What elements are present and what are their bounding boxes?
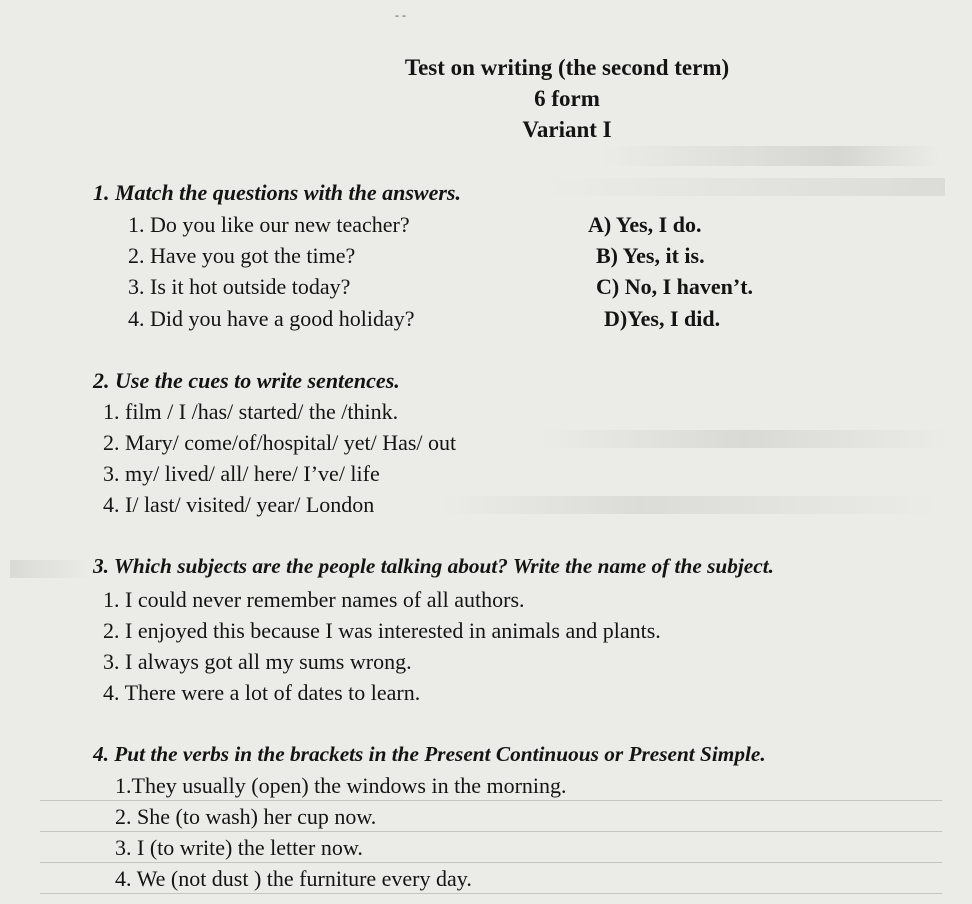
match-answer: B) Yes, it is. <box>596 243 705 268</box>
cue-item: 4. I/ last/ visited/ year/ London <box>103 492 375 517</box>
answer-line <box>40 862 942 863</box>
subject-item: 4. There were a lot of dates to learn. <box>103 680 421 705</box>
bleed-through-shadow <box>545 178 945 196</box>
cue-item: 3. my/ lived/ all/ here/ I’ve/ life <box>103 461 380 486</box>
form-label: 6 form <box>534 86 600 111</box>
bleed-through-shadow <box>540 430 950 448</box>
verb-item: 2. She (to wash) her cup now. <box>115 804 377 829</box>
cue-item: 2. Mary/ come/of/hospital/ yet/ Has/ out <box>103 430 457 455</box>
scan-mark: - - <box>395 8 406 22</box>
answer-line <box>40 893 942 894</box>
subject-item: 1. I could never remember names of all authors. <box>103 587 525 612</box>
bleed-through-shadow <box>600 146 940 166</box>
page-title: Test on writing (the second term) <box>404 55 730 80</box>
match-question: 1. Do you like our new teacher? <box>128 212 410 237</box>
variant-label: Variant I <box>522 117 612 142</box>
section-3-heading: 3. Which subjects are the people talking about? Write the name of the subject. <box>93 554 774 578</box>
match-answer: C) No, I haven’t. <box>596 274 754 299</box>
bleed-through-shadow <box>440 496 940 514</box>
match-answer: D)Yes, I did. <box>604 306 721 331</box>
match-question: 2. Have you got the time? <box>128 243 356 268</box>
bleed-through-shadow <box>10 560 90 578</box>
match-answer: A) Yes, I do. <box>588 212 702 237</box>
verb-item: 4. We (not dust ) the furniture every day. <box>115 866 472 891</box>
match-question: 4. Did you have a good holiday? <box>128 306 415 331</box>
answer-line <box>40 831 942 832</box>
section-2-heading: 2. Use the cues to write sentences. <box>93 368 400 393</box>
subject-item: 2. I enjoyed this because I was interested in animals and plants. <box>103 618 661 643</box>
section-1-heading: 1. Match the questions with the answers. <box>93 180 461 205</box>
subject-item: 3. I always got all my sums wrong. <box>103 649 412 674</box>
verb-item: 1.They usually (open) the windows in the morning. <box>115 773 567 798</box>
match-question: 3. Is it hot outside today? <box>128 274 351 299</box>
section-4-heading: 4. Put the verbs in the brackets in the Present Continuous or Present Simple. <box>93 742 766 766</box>
answer-line <box>40 800 942 801</box>
verb-item: 3. I (to write) the letter now. <box>115 835 363 860</box>
cue-item: 1. film / I /has/ started/ the /think. <box>103 399 399 424</box>
